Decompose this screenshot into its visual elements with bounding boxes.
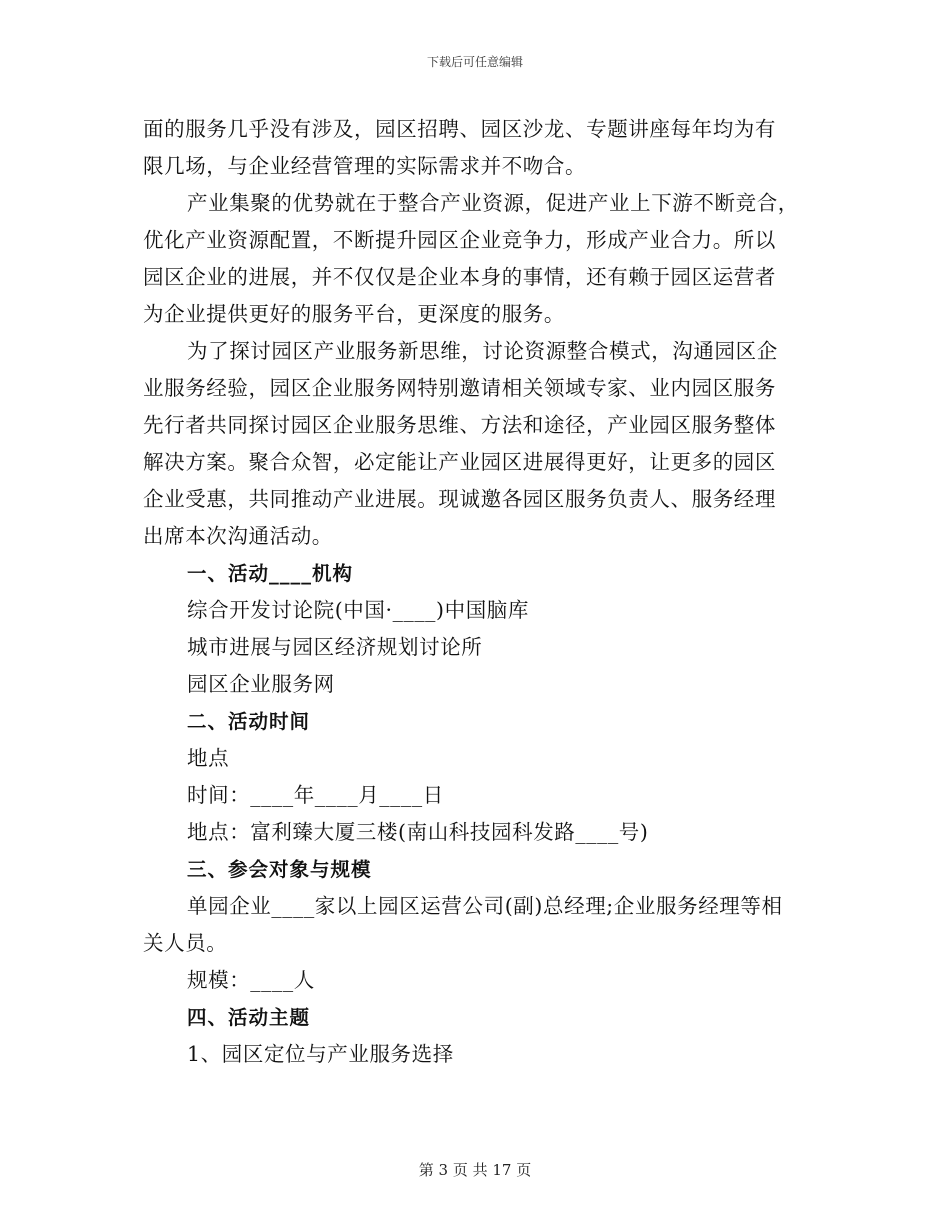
schedule-location: 地点：富利臻大厦三楼(南山科技园科发路____号) [187, 820, 649, 844]
paragraph-line: 优化产业资源配置，不断提升园区企业竞争力，形成产业合力。所以 [143, 228, 776, 252]
paragraph-line: 先行者共同探讨园区企业服务思维、方法和途径，产业园区服务整体 [143, 413, 776, 437]
participants-line: 关人员。 [143, 931, 228, 955]
document-body [143, 111, 813, 1073]
page-number: 第 3 页 共 17 页 [418, 1161, 532, 1179]
section-heading-participants: 三、参会对象与规模 [187, 858, 372, 881]
organizer-item: 综合开发讨论院(中国·____)中国脑库 [187, 598, 530, 622]
organizer-item: 园区企业服务网 [187, 672, 335, 696]
schedule-item: 地点 [187, 746, 230, 770]
section-heading-organizer: 一、活动____机构 [187, 562, 354, 585]
paragraph-line: 企业受惠，共同推动产业进展。现诚邀各园区服务负责人、服务经理 [143, 487, 776, 511]
schedule-time: 时间：____年____月____日 [187, 783, 444, 807]
paragraph-line: 面的服务几乎没有涉及，园区招聘、园区沙龙、专题讲座每年均为有 [143, 117, 776, 141]
paragraph-line: 园区企业的进展，并不仅仅是企业本身的事情，还有赖于园区运营者 [143, 265, 776, 289]
theme-item: 1、园区定位与产业服务选择 [187, 1042, 454, 1066]
paragraph-line: 限几场，与企业经营管理的实际需求并不吻合。 [143, 154, 587, 178]
section-heading-time: 二、活动时间 [187, 710, 311, 733]
paragraph-line: 出席本次沟通活动。 [143, 524, 333, 548]
paragraph-line: 业服务经验，园区企业服务网特别邀请相关领域专家、业内园区服务 [143, 376, 776, 400]
paragraph-line: 为了探讨园区产业服务新思维，讨论资源整合模式，沟通园区企 [187, 339, 778, 363]
paragraph-line: 为企业提供更好的服务平台，更深度的服务。 [143, 302, 565, 326]
paragraph-line: 产业集聚的优势就在于整合产业资源，促进产业上下游不断竞合， [187, 191, 799, 215]
scale-line: 规模：____人 [187, 968, 315, 992]
section-heading-theme: 四、活动主题 [187, 1006, 311, 1029]
organizer-item: 城市进展与园区经济规划讨论所 [187, 635, 483, 659]
page-header-note: 下载后可任意编辑 [426, 55, 523, 69]
paragraph-line: 解决方案。聚合众智，必定能让产业园区进展得更好，让更多的园区 [143, 450, 776, 474]
participants-line: 单园企业____家以上园区运营公司(副)总经理;企业服务经理等相 [187, 894, 783, 918]
